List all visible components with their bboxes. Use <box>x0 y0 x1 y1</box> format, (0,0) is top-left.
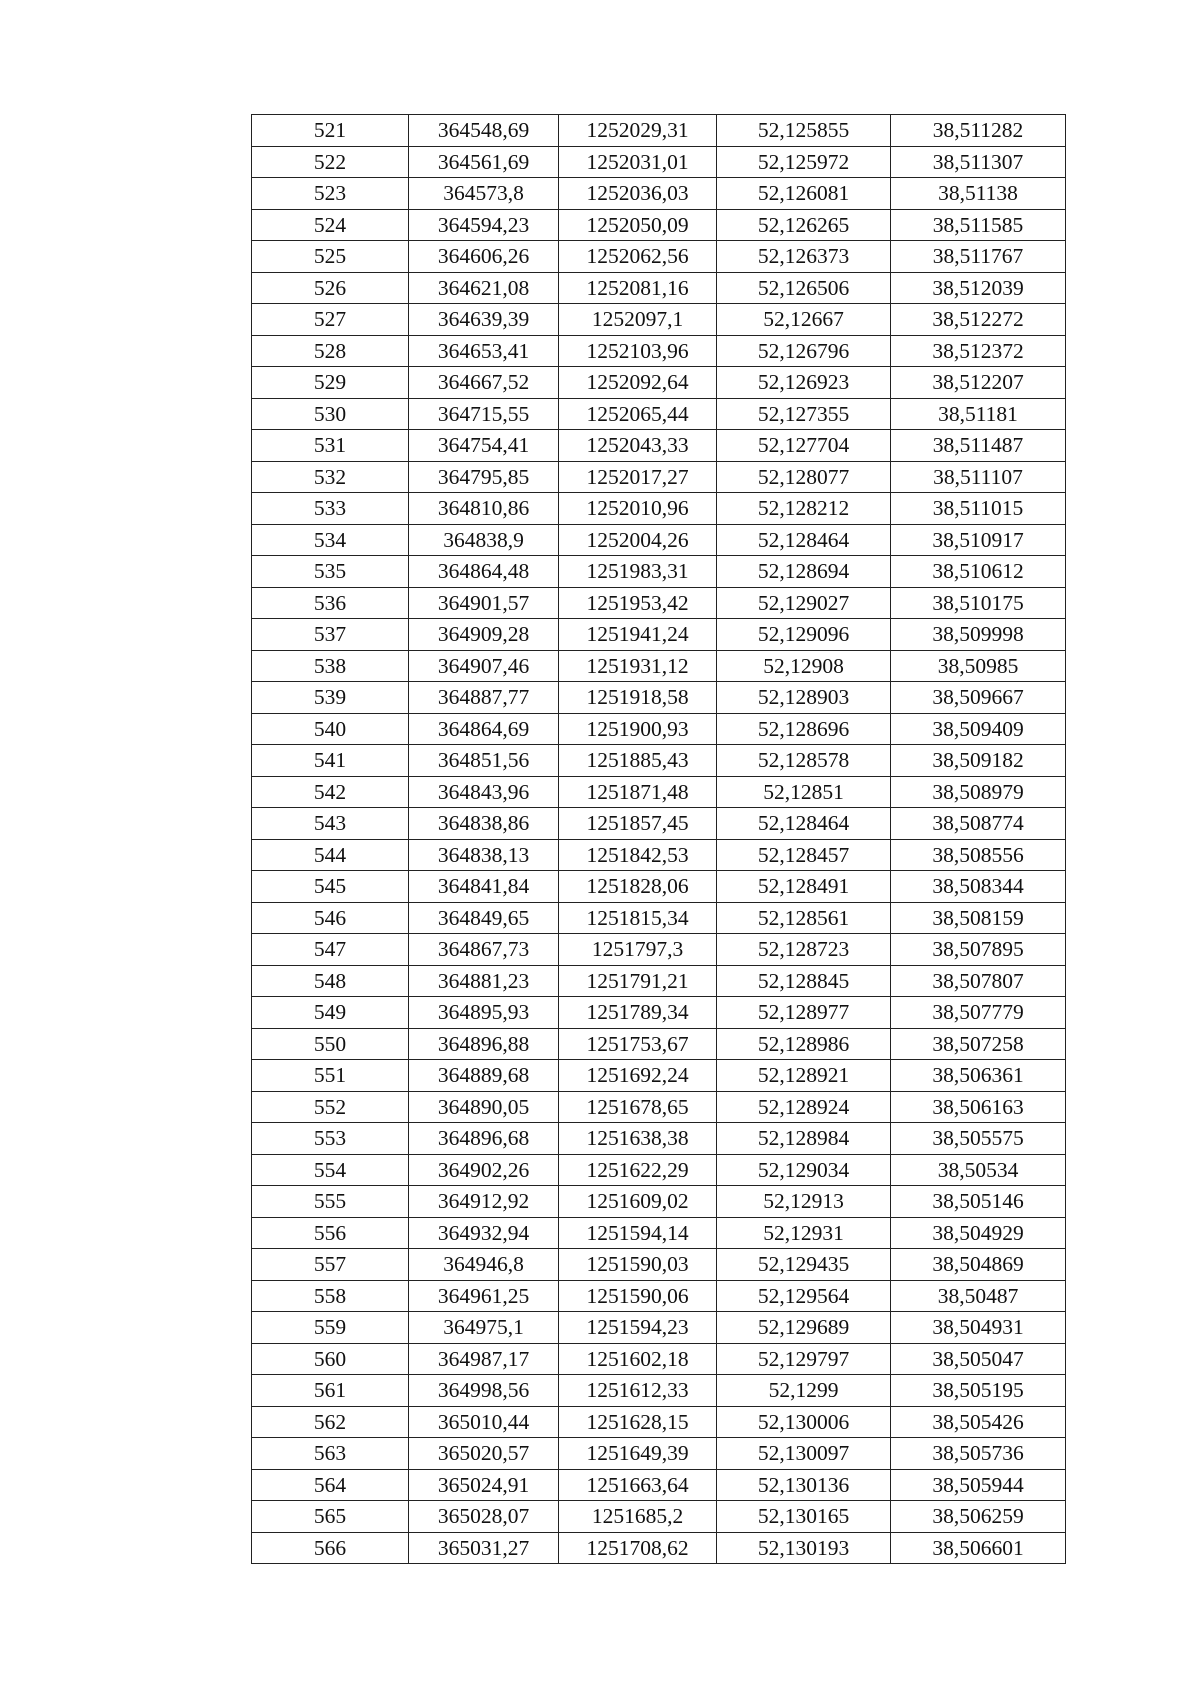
point-number-cell: 547 <box>252 934 409 966</box>
point-number-cell: 556 <box>252 1217 409 1249</box>
longitude-cell: 38,505047 <box>891 1343 1066 1375</box>
point-number-cell: 533 <box>252 493 409 525</box>
longitude-cell: 38,505944 <box>891 1469 1066 1501</box>
latitude-cell: 52,128464 <box>717 524 891 556</box>
longitude-cell: 38,50487 <box>891 1280 1066 1312</box>
longitude-cell: 38,512039 <box>891 272 1066 304</box>
longitude-cell: 38,511487 <box>891 430 1066 462</box>
y-coordinate-cell: 1251815,34 <box>559 902 717 934</box>
y-coordinate-cell: 1251692,24 <box>559 1060 717 1092</box>
table-row <box>252 682 1066 714</box>
longitude-cell: 38,511767 <box>891 241 1066 273</box>
point-number-cell: 559 <box>252 1312 409 1344</box>
table-row <box>252 1060 1066 1092</box>
latitude-cell: 52,130136 <box>717 1469 891 1501</box>
y-coordinate-cell: 1251678,65 <box>559 1091 717 1123</box>
latitude-cell: 52,128845 <box>717 965 891 997</box>
latitude-cell: 52,125855 <box>717 115 891 147</box>
y-coordinate-cell: 1251791,21 <box>559 965 717 997</box>
y-coordinate-cell: 1252092,64 <box>559 367 717 399</box>
x-coordinate-cell: 364851,56 <box>409 745 559 777</box>
x-coordinate-cell: 364881,23 <box>409 965 559 997</box>
longitude-cell: 38,511015 <box>891 493 1066 525</box>
longitude-cell: 38,505575 <box>891 1123 1066 1155</box>
y-coordinate-cell: 1251638,38 <box>559 1123 717 1155</box>
longitude-cell: 38,507807 <box>891 965 1066 997</box>
table-row <box>252 1375 1066 1407</box>
latitude-cell: 52,130006 <box>717 1406 891 1438</box>
latitude-cell: 52,125972 <box>717 146 891 178</box>
latitude-cell: 52,1299 <box>717 1375 891 1407</box>
table-row <box>252 713 1066 745</box>
table-row <box>252 1186 1066 1218</box>
latitude-cell: 52,12667 <box>717 304 891 336</box>
point-number-cell: 534 <box>252 524 409 556</box>
latitude-cell: 52,130097 <box>717 1438 891 1470</box>
latitude-cell: 52,12931 <box>717 1217 891 1249</box>
table-row <box>252 808 1066 840</box>
longitude-cell: 38,508774 <box>891 808 1066 840</box>
longitude-cell: 38,507779 <box>891 997 1066 1029</box>
table-row <box>252 997 1066 1029</box>
table-row <box>252 1343 1066 1375</box>
y-coordinate-cell: 1251828,06 <box>559 871 717 903</box>
point-number-cell: 552 <box>252 1091 409 1123</box>
x-coordinate-cell: 364754,41 <box>409 430 559 462</box>
table-row <box>252 178 1066 210</box>
point-number-cell: 549 <box>252 997 409 1029</box>
latitude-cell: 52,128561 <box>717 902 891 934</box>
x-coordinate-cell: 364864,69 <box>409 713 559 745</box>
latitude-cell: 52,129027 <box>717 587 891 619</box>
latitude-cell: 52,128723 <box>717 934 891 966</box>
table-row <box>252 367 1066 399</box>
table-row <box>252 1123 1066 1155</box>
table-row <box>252 272 1066 304</box>
latitude-cell: 52,129797 <box>717 1343 891 1375</box>
latitude-cell: 52,128457 <box>717 839 891 871</box>
latitude-cell: 52,129689 <box>717 1312 891 1344</box>
longitude-cell: 38,51181 <box>891 398 1066 430</box>
table-row <box>252 871 1066 903</box>
latitude-cell: 52,128696 <box>717 713 891 745</box>
point-number-cell: 526 <box>252 272 409 304</box>
point-number-cell: 541 <box>252 745 409 777</box>
point-number-cell: 544 <box>252 839 409 871</box>
point-number-cell: 522 <box>252 146 409 178</box>
x-coordinate-cell: 364594,23 <box>409 209 559 241</box>
y-coordinate-cell: 1252029,31 <box>559 115 717 147</box>
point-number-cell: 530 <box>252 398 409 430</box>
point-number-cell: 539 <box>252 682 409 714</box>
y-coordinate-cell: 1251594,23 <box>559 1312 717 1344</box>
longitude-cell: 38,509409 <box>891 713 1066 745</box>
x-coordinate-cell: 364639,39 <box>409 304 559 336</box>
latitude-cell: 52,12851 <box>717 776 891 808</box>
point-number-cell: 554 <box>252 1154 409 1186</box>
table-row <box>252 1469 1066 1501</box>
table-row <box>252 335 1066 367</box>
y-coordinate-cell: 1251885,43 <box>559 745 717 777</box>
table-row <box>252 556 1066 588</box>
latitude-cell: 52,126923 <box>717 367 891 399</box>
table-row <box>252 1249 1066 1281</box>
y-coordinate-cell: 1252050,09 <box>559 209 717 241</box>
x-coordinate-cell: 365010,44 <box>409 1406 559 1438</box>
y-coordinate-cell: 1251628,15 <box>559 1406 717 1438</box>
latitude-cell: 52,126506 <box>717 272 891 304</box>
longitude-cell: 38,509998 <box>891 619 1066 651</box>
longitude-cell: 38,504931 <box>891 1312 1066 1344</box>
y-coordinate-cell: 1252004,26 <box>559 524 717 556</box>
y-coordinate-cell: 1251842,53 <box>559 839 717 871</box>
latitude-cell: 52,128921 <box>717 1060 891 1092</box>
table-row <box>252 1154 1066 1186</box>
point-number-cell: 542 <box>252 776 409 808</box>
longitude-cell: 38,50985 <box>891 650 1066 682</box>
latitude-cell: 52,127355 <box>717 398 891 430</box>
y-coordinate-cell: 1252081,16 <box>559 272 717 304</box>
latitude-cell: 52,127704 <box>717 430 891 462</box>
y-coordinate-cell: 1251708,62 <box>559 1532 717 1564</box>
point-number-cell: 525 <box>252 241 409 273</box>
x-coordinate-cell: 364621,08 <box>409 272 559 304</box>
x-coordinate-cell: 364667,52 <box>409 367 559 399</box>
table-row <box>252 493 1066 525</box>
x-coordinate-cell: 364987,17 <box>409 1343 559 1375</box>
longitude-cell: 38,504869 <box>891 1249 1066 1281</box>
x-coordinate-cell: 364838,86 <box>409 808 559 840</box>
table-row <box>252 1312 1066 1344</box>
x-coordinate-cell: 365024,91 <box>409 1469 559 1501</box>
x-coordinate-cell: 364838,9 <box>409 524 559 556</box>
table-row <box>252 1406 1066 1438</box>
table-row <box>252 650 1066 682</box>
x-coordinate-cell: 365028,07 <box>409 1501 559 1533</box>
y-coordinate-cell: 1251983,31 <box>559 556 717 588</box>
table-row <box>252 839 1066 871</box>
longitude-cell: 38,505195 <box>891 1375 1066 1407</box>
point-number-cell: 561 <box>252 1375 409 1407</box>
y-coordinate-cell: 1251663,64 <box>559 1469 717 1501</box>
y-coordinate-cell: 1251789,34 <box>559 997 717 1029</box>
coordinates-table-body <box>252 115 1066 1564</box>
x-coordinate-cell: 364841,84 <box>409 871 559 903</box>
longitude-cell: 38,506361 <box>891 1060 1066 1092</box>
point-number-cell: 543 <box>252 808 409 840</box>
y-coordinate-cell: 1251609,02 <box>559 1186 717 1218</box>
longitude-cell: 38,509182 <box>891 745 1066 777</box>
x-coordinate-cell: 364573,8 <box>409 178 559 210</box>
table-row <box>252 619 1066 651</box>
point-number-cell: 529 <box>252 367 409 399</box>
y-coordinate-cell: 1251685,2 <box>559 1501 717 1533</box>
x-coordinate-cell: 364932,94 <box>409 1217 559 1249</box>
point-number-cell: 540 <box>252 713 409 745</box>
point-number-cell: 550 <box>252 1028 409 1060</box>
table-row <box>252 745 1066 777</box>
point-number-cell: 566 <box>252 1532 409 1564</box>
y-coordinate-cell: 1252010,96 <box>559 493 717 525</box>
table-row <box>252 524 1066 556</box>
longitude-cell: 38,512207 <box>891 367 1066 399</box>
latitude-cell: 52,128578 <box>717 745 891 777</box>
longitude-cell: 38,511307 <box>891 146 1066 178</box>
table-row <box>252 115 1066 147</box>
latitude-cell: 52,128694 <box>717 556 891 588</box>
y-coordinate-cell: 1251753,67 <box>559 1028 717 1060</box>
latitude-cell: 52,128986 <box>717 1028 891 1060</box>
point-number-cell: 558 <box>252 1280 409 1312</box>
y-coordinate-cell: 1252043,33 <box>559 430 717 462</box>
table-row <box>252 398 1066 430</box>
latitude-cell: 52,128924 <box>717 1091 891 1123</box>
longitude-cell: 38,511585 <box>891 209 1066 241</box>
x-coordinate-cell: 364653,41 <box>409 335 559 367</box>
x-coordinate-cell: 364867,73 <box>409 934 559 966</box>
x-coordinate-cell: 364889,68 <box>409 1060 559 1092</box>
longitude-cell: 38,51138 <box>891 178 1066 210</box>
point-number-cell: 524 <box>252 209 409 241</box>
longitude-cell: 38,506163 <box>891 1091 1066 1123</box>
point-number-cell: 532 <box>252 461 409 493</box>
table-row <box>252 1532 1066 1564</box>
table-row <box>252 587 1066 619</box>
longitude-cell: 38,508979 <box>891 776 1066 808</box>
y-coordinate-cell: 1251590,03 <box>559 1249 717 1281</box>
x-coordinate-cell: 364810,86 <box>409 493 559 525</box>
x-coordinate-cell: 365031,27 <box>409 1532 559 1564</box>
x-coordinate-cell: 364907,46 <box>409 650 559 682</box>
y-coordinate-cell: 1252103,96 <box>559 335 717 367</box>
table-row <box>252 965 1066 997</box>
x-coordinate-cell: 364864,48 <box>409 556 559 588</box>
latitude-cell: 52,128212 <box>717 493 891 525</box>
x-coordinate-cell: 364606,26 <box>409 241 559 273</box>
x-coordinate-cell: 364838,13 <box>409 839 559 871</box>
point-number-cell: 527 <box>252 304 409 336</box>
table-row <box>252 461 1066 493</box>
point-number-cell: 548 <box>252 965 409 997</box>
point-number-cell: 537 <box>252 619 409 651</box>
point-number-cell: 555 <box>252 1186 409 1218</box>
latitude-cell: 52,126373 <box>717 241 891 273</box>
longitude-cell: 38,50534 <box>891 1154 1066 1186</box>
x-coordinate-cell: 364912,92 <box>409 1186 559 1218</box>
longitude-cell: 38,508556 <box>891 839 1066 871</box>
latitude-cell: 52,129564 <box>717 1280 891 1312</box>
point-number-cell: 563 <box>252 1438 409 1470</box>
point-number-cell: 538 <box>252 650 409 682</box>
longitude-cell: 38,506259 <box>891 1501 1066 1533</box>
y-coordinate-cell: 1251602,18 <box>559 1343 717 1375</box>
latitude-cell: 52,12913 <box>717 1186 891 1218</box>
table-row <box>252 1091 1066 1123</box>
longitude-cell: 38,507258 <box>891 1028 1066 1060</box>
longitude-cell: 38,511282 <box>891 115 1066 147</box>
latitude-cell: 52,130193 <box>717 1532 891 1564</box>
latitude-cell: 52,126081 <box>717 178 891 210</box>
y-coordinate-cell: 1251931,12 <box>559 650 717 682</box>
latitude-cell: 52,129096 <box>717 619 891 651</box>
table-row <box>252 146 1066 178</box>
table-row <box>252 1280 1066 1312</box>
longitude-cell: 38,508344 <box>891 871 1066 903</box>
y-coordinate-cell: 1251918,58 <box>559 682 717 714</box>
x-coordinate-cell: 364843,96 <box>409 776 559 808</box>
latitude-cell: 52,128984 <box>717 1123 891 1155</box>
latitude-cell: 52,126796 <box>717 335 891 367</box>
y-coordinate-cell: 1251649,39 <box>559 1438 717 1470</box>
table-row <box>252 209 1066 241</box>
x-coordinate-cell: 364795,85 <box>409 461 559 493</box>
x-coordinate-cell: 364715,55 <box>409 398 559 430</box>
x-coordinate-cell: 364548,69 <box>409 115 559 147</box>
latitude-cell: 52,126265 <box>717 209 891 241</box>
y-coordinate-cell: 1251871,48 <box>559 776 717 808</box>
point-number-cell: 562 <box>252 1406 409 1438</box>
x-coordinate-cell: 364975,1 <box>409 1312 559 1344</box>
y-coordinate-cell: 1252062,56 <box>559 241 717 273</box>
latitude-cell: 52,128077 <box>717 461 891 493</box>
y-coordinate-cell: 1251797,3 <box>559 934 717 966</box>
y-coordinate-cell: 1252031,01 <box>559 146 717 178</box>
y-coordinate-cell: 1251941,24 <box>559 619 717 651</box>
x-coordinate-cell: 364895,93 <box>409 997 559 1029</box>
table-row <box>252 304 1066 336</box>
x-coordinate-cell: 364887,77 <box>409 682 559 714</box>
table-row <box>252 241 1066 273</box>
latitude-cell: 52,128977 <box>717 997 891 1029</box>
latitude-cell: 52,129435 <box>717 1249 891 1281</box>
point-number-cell: 531 <box>252 430 409 462</box>
latitude-cell: 52,129034 <box>717 1154 891 1186</box>
longitude-cell: 38,512372 <box>891 335 1066 367</box>
y-coordinate-cell: 1251900,93 <box>559 713 717 745</box>
latitude-cell: 52,128464 <box>717 808 891 840</box>
x-coordinate-cell: 364849,65 <box>409 902 559 934</box>
point-number-cell: 536 <box>252 587 409 619</box>
x-coordinate-cell: 364909,28 <box>409 619 559 651</box>
point-number-cell: 551 <box>252 1060 409 1092</box>
y-coordinate-cell: 1251612,33 <box>559 1375 717 1407</box>
point-number-cell: 545 <box>252 871 409 903</box>
longitude-cell: 38,512272 <box>891 304 1066 336</box>
point-number-cell: 546 <box>252 902 409 934</box>
latitude-cell: 52,128903 <box>717 682 891 714</box>
latitude-cell: 52,130165 <box>717 1501 891 1533</box>
point-number-cell: 528 <box>252 335 409 367</box>
y-coordinate-cell: 1251622,29 <box>559 1154 717 1186</box>
x-coordinate-cell: 365020,57 <box>409 1438 559 1470</box>
point-number-cell: 557 <box>252 1249 409 1281</box>
x-coordinate-cell: 364896,68 <box>409 1123 559 1155</box>
longitude-cell: 38,505736 <box>891 1438 1066 1470</box>
longitude-cell: 38,510917 <box>891 524 1066 556</box>
x-coordinate-cell: 364896,88 <box>409 1028 559 1060</box>
longitude-cell: 38,510612 <box>891 556 1066 588</box>
longitude-cell: 38,504929 <box>891 1217 1066 1249</box>
point-number-cell: 553 <box>252 1123 409 1155</box>
table-row <box>252 1501 1066 1533</box>
y-coordinate-cell: 1251594,14 <box>559 1217 717 1249</box>
longitude-cell: 38,509667 <box>891 682 1066 714</box>
latitude-cell: 52,128491 <box>717 871 891 903</box>
longitude-cell: 38,511107 <box>891 461 1066 493</box>
table-row <box>252 1028 1066 1060</box>
x-coordinate-cell: 364561,69 <box>409 146 559 178</box>
table-row <box>252 934 1066 966</box>
table-row <box>252 1217 1066 1249</box>
table-row <box>252 776 1066 808</box>
coordinates-table <box>251 114 1066 1564</box>
longitude-cell: 38,507895 <box>891 934 1066 966</box>
latitude-cell: 52,12908 <box>717 650 891 682</box>
point-number-cell: 564 <box>252 1469 409 1501</box>
table-row <box>252 430 1066 462</box>
y-coordinate-cell: 1251857,45 <box>559 808 717 840</box>
table-row <box>252 1438 1066 1470</box>
y-coordinate-cell: 1252017,27 <box>559 461 717 493</box>
point-number-cell: 523 <box>252 178 409 210</box>
x-coordinate-cell: 364902,26 <box>409 1154 559 1186</box>
table-row <box>252 902 1066 934</box>
longitude-cell: 38,505426 <box>891 1406 1066 1438</box>
x-coordinate-cell: 364946,8 <box>409 1249 559 1281</box>
longitude-cell: 38,508159 <box>891 902 1066 934</box>
longitude-cell: 38,505146 <box>891 1186 1066 1218</box>
longitude-cell: 38,510175 <box>891 587 1066 619</box>
y-coordinate-cell: 1251953,42 <box>559 587 717 619</box>
x-coordinate-cell: 364998,56 <box>409 1375 559 1407</box>
y-coordinate-cell: 1252036,03 <box>559 178 717 210</box>
x-coordinate-cell: 364901,57 <box>409 587 559 619</box>
point-number-cell: 535 <box>252 556 409 588</box>
x-coordinate-cell: 364961,25 <box>409 1280 559 1312</box>
point-number-cell: 565 <box>252 1501 409 1533</box>
point-number-cell: 560 <box>252 1343 409 1375</box>
point-number-cell: 521 <box>252 115 409 147</box>
longitude-cell: 38,506601 <box>891 1532 1066 1564</box>
y-coordinate-cell: 1251590,06 <box>559 1280 717 1312</box>
y-coordinate-cell: 1252065,44 <box>559 398 717 430</box>
x-coordinate-cell: 364890,05 <box>409 1091 559 1123</box>
y-coordinate-cell: 1252097,1 <box>559 304 717 336</box>
